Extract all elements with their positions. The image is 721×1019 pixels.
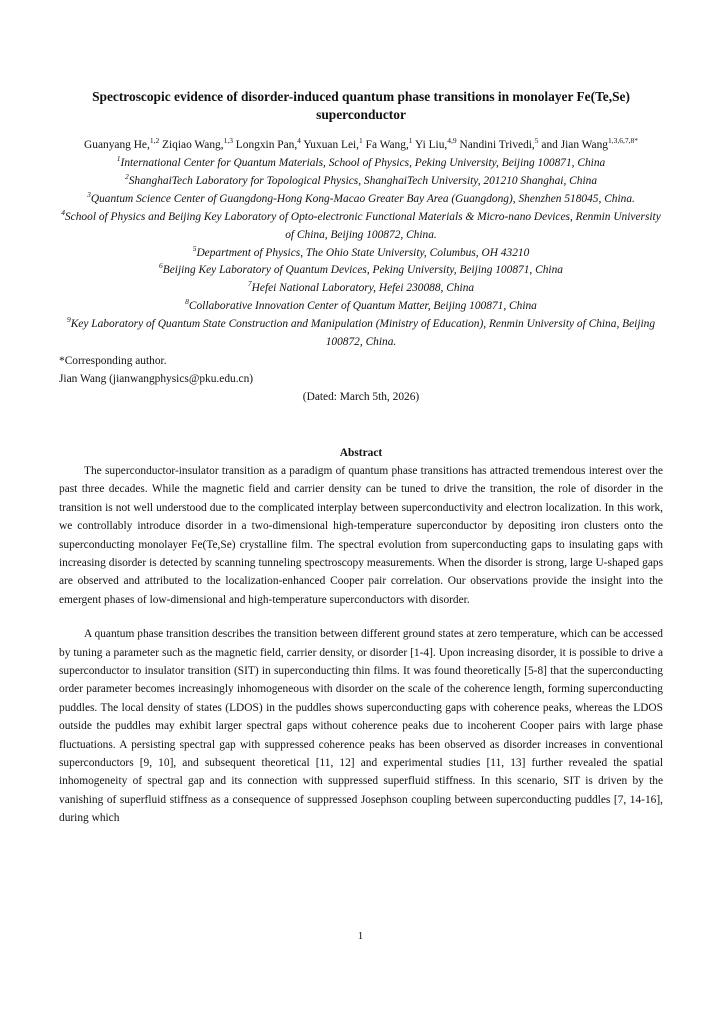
affiliation: $^7$Hefei National Laboratory, Hefei 230088, China (247, 279, 475, 295)
author: Yi Liu,$^{4,9}$ (412, 136, 457, 151)
body-paragraph: A quantum phase transition describes the transition between different ground states at zero temperature, which can be accessed by tuning a parameter such as the magnetic field, carrier density, or disorder [1-4]. Upon increasing disorder, it is possible to drive a superconductor to insulator transition (SIT) in superconducting thin films. It was found theoretically [5-8] that the superconducting order parameter becomes increasingly inhomogeneous with disorder on the scale of the coherence length, forming superconducting puddles. The local density of states (LDOS) in the puddles shows superconducting gaps with coherence peaks, whereas the LDOS outside the puddles may exhibit larger spectral gaps without coherence peaks due to incoherent Cooper pairs with large phase fluctuations. A persisting spectral gap with suppressed coherence peaks has been observed as disorder increases in conventional superconductors [9, 10], and subsequent theoretical [11, 12] and experimental studies [11, 13] further revealed the spatial inhomogeneity of spectral gap and its connection with suppressed superfluid stiffness. In this scenario, SIT is driven by the vanishing of superfluid stiffness as a consequence of suppressed Josephson coupling between superconducting puddles [7, 14-16], during which (59, 628, 663, 825)
page-number: 1 (357, 930, 364, 942)
corresponding-author-label: *Corresponding author. (59, 354, 167, 367)
affiliation-list (59, 155, 663, 352)
affiliation: $^6$Beijing Key Laboratory of Quantum Devices, Peking University, Beijing 100871, China (159, 261, 563, 277)
author: Nandini Trivedi,$^5$ (456, 136, 539, 151)
affiliation: $^1$International Center for Quantum Materials, School of Physics, Peking University, Beijing 100871, China (116, 154, 606, 169)
author: Fa Wang,$^1$ (362, 136, 413, 151)
paper-page (59, 88, 663, 828)
author: and Jian Wang$^{1,3,6,7,8*}$ (538, 136, 638, 151)
abstract-heading: Abstract (339, 446, 383, 459)
author: Guanyang He,$^{1,2}$ (84, 136, 160, 151)
author: Yuxuan Lei,$^1$ (300, 136, 363, 151)
affiliation: $^4$School of Physics and Beijing Key Laboratory of Opto-electronic Functional Materials & Micro-nano Devices, Renmin University of China, Beijing 100872, China. (61, 207, 661, 241)
affiliation: $^5$Department of Physics, The Ohio State University, Columbus, OH 43210 (192, 243, 530, 259)
abstract-text: The superconductor-insulator transition as a paradigm of quantum phase transitions has attracted tremendous interest over the past three decades. While the magnetic field and carrier density can be tuned to drive the transition, the role of disorder in the transition is not well understood due to the complicated interplay between superconductivity and electron localization. In this work, we controllably introduce disorder in a two-dimensional high-temperature superconductor by depositing iron clusters onto the superconducting monolayer Fe(Te,Se) crystalline film. The spectral evolution from superconducting gaps to insulating gaps with increasing disorder is detected by scanning tunneling spectroscopy measurements. When the disorder is strong, large U-shaped gaps are observed and attributed to the localization-enhanced Cooper pair correlation. Our observations provide the insight into the emergent phases of low-dimensional and high-temperature superconductors with disorder. (59, 464, 663, 606)
paper-title: Spectroscopic evidence of disorder-induced quantum phase transitions in monolayer Fe(Te,Se) superconductor (92, 89, 630, 122)
author: Ziqiao Wang,$^{1,3}$ (159, 136, 233, 151)
author: Longxin Pan,$^4$ (232, 136, 301, 151)
date-line: (Dated: March 5th, 2026) (302, 390, 420, 403)
affiliation: $^2$ShanghaiTech Laboratory for Topological Physics, ShanghaiTech University, 201210 Shanghai, China (124, 172, 598, 187)
affiliation: $^3$Quantum Science Center of Guangdong-Hong Kong-Macao Greater Bay Area (Guangdong), Shenzhen 518045, China. (87, 190, 635, 205)
corresponding-author-contact: Jian Wang (jianwangphysics@pku.edu.cn) (59, 372, 254, 385)
affiliation: $^8$Collaborative Innovation Center of Quantum Matter, Beijing 100871, China (185, 297, 537, 313)
author-list (59, 137, 663, 154)
affiliation: $^9$Key Laboratory of Quantum State Construction and Manipulation (Ministry of Education), Renmin University of China, Beijing 100872, China. (66, 315, 656, 349)
